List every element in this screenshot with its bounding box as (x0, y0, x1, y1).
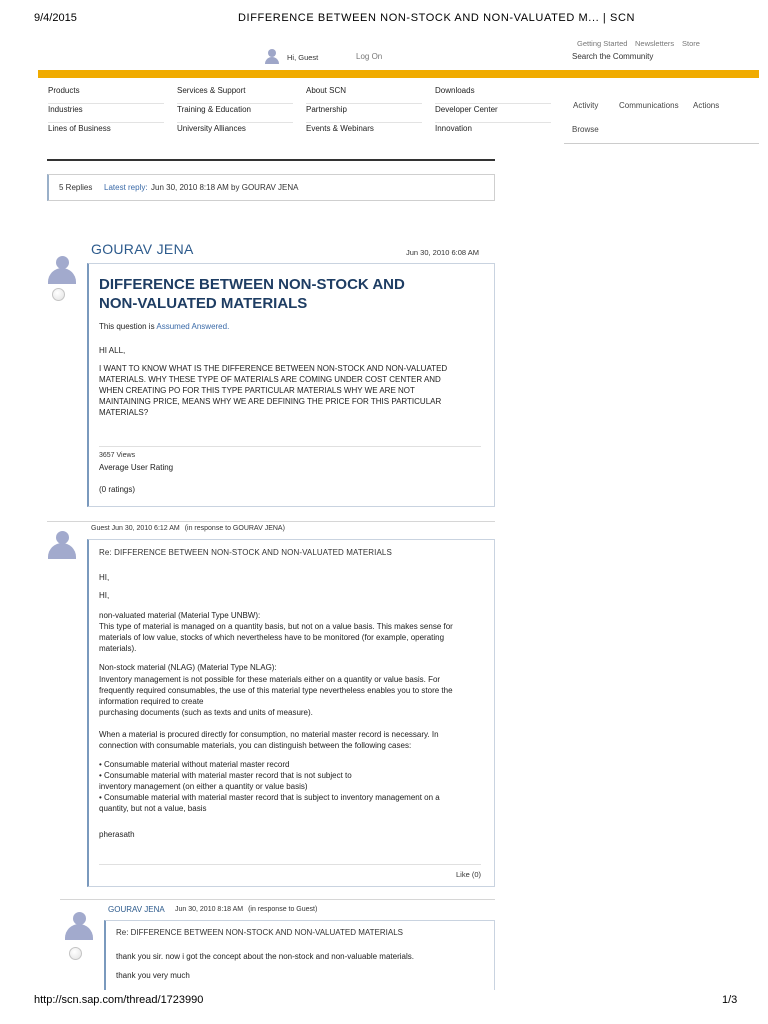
reply-1-box (87, 539, 495, 887)
nav-column-4 (435, 86, 551, 141)
actions-menu[interactable]: Actions (693, 101, 720, 110)
content-top-rule (47, 159, 495, 161)
question-title-line-1: DIFFERENCE BETWEEN NON-STOCK AND (99, 276, 405, 293)
reply-1-line: HI, (99, 573, 110, 582)
nav-column-3 (306, 86, 422, 141)
nav-lines-of-business[interactable]: Lines of Business (48, 124, 111, 133)
reply-1-author-date: Guest Jun 30, 2010 6:12 AM (91, 525, 180, 532)
search-community-input[interactable]: Search the Community (572, 52, 654, 61)
ratings-count: (0 ratings) (99, 485, 136, 494)
reply-1-line: • Consumable material with material master record that is subject to inventory management on a (99, 793, 440, 802)
nav-services-support[interactable]: Services & Support (177, 86, 246, 95)
reply-1-line: frequently required consumables, the use of this material type nevertheless enables you to store the (99, 686, 453, 695)
replies-count: 5 Replies (59, 183, 93, 192)
reply-2-author[interactable]: GOURAV JENA (108, 905, 165, 914)
question-author[interactable]: GOURAV JENA (91, 241, 194, 257)
getting-started-link[interactable]: Getting Started (577, 39, 628, 48)
reply-1-response-to: (in response to GOURAV JENA) (184, 525, 285, 532)
question-box (87, 263, 495, 507)
brand-bar (38, 70, 759, 78)
reply-1-line: information required to create (99, 697, 204, 706)
reply-1-line: This type of material is managed on a quantity basis, but not on a value basis. This makes sense for (99, 622, 453, 631)
nav-column-1 (48, 86, 164, 141)
question-body-line: MAINTAINING PRICE, MEANS WHY WE ARE DEFINING THE PRICE FOR THIS PARTICULAR (99, 397, 442, 406)
nav-column-2 (177, 86, 293, 141)
reply-1-line: inventory management (on either a quantity or value basis) (99, 782, 308, 791)
print-date: 9/4/2015 (34, 12, 77, 24)
reply-2-box (104, 920, 495, 990)
views-count: 3657 Views (99, 452, 136, 459)
guest-user-icon (265, 49, 279, 64)
activity-menu[interactable]: Activity (573, 101, 599, 110)
reply-1-line: quantity, but not a value, basis (99, 804, 207, 813)
nav-partnership[interactable]: Partnership (306, 105, 347, 114)
nav-downloads[interactable]: Downloads (435, 86, 475, 95)
like-button[interactable]: Like (0) (456, 870, 482, 879)
rating-label: Average User Rating (99, 463, 174, 472)
reply-1-line: purchasing documents (such as texts and units of measure). (99, 708, 313, 717)
nav-innovation[interactable]: Innovation (435, 124, 472, 133)
nav-about-scn[interactable]: About SCN (306, 86, 347, 95)
reply-1-line: When a material is procured directly for consumption, no material master record is necessary. In (99, 730, 439, 739)
print-page-number: 1/3 (722, 994, 738, 1006)
reply-1-meta (91, 525, 285, 532)
reply-2-rule (60, 899, 495, 900)
nav-industries[interactable]: Industries (48, 105, 83, 114)
nav-training-education[interactable]: Training & Education (177, 105, 251, 114)
question-greeting: HI ALL, (99, 346, 126, 355)
communications-menu[interactable]: Communications (619, 101, 679, 110)
reply-2-meta (175, 906, 317, 913)
reply-1-line: materials). (99, 644, 137, 653)
log-on-link[interactable]: Log On (356, 52, 383, 61)
reply-1-signature: pherasath (99, 830, 135, 839)
reply-1-divider (99, 864, 481, 865)
reply-1-line: Non-stock material (NLAG) (Material Type NLAG): (99, 663, 277, 672)
print-url: http://scn.sap.com/thread/1723990 (34, 994, 204, 1006)
question-body (99, 363, 489, 418)
reply-2-status-icon (69, 947, 82, 960)
replies-bar (47, 174, 495, 201)
reply-1-line: Inventory management is not possible for these materials either on a quantity or value basis. For (99, 675, 441, 684)
nav-events-webinars[interactable]: Events & Webinars (306, 124, 374, 133)
question-body-line: WHEN CREATING PO FOR THIS TYPE PARTICULAR MATERIALS WHY WE ARE NOT (99, 386, 415, 395)
nav-developer-center[interactable]: Developer Center (435, 105, 498, 114)
question-author-avatar[interactable] (48, 256, 76, 284)
reply-1-line: materials of low value, stocks of which nevertheless have to be monitored (for example, operating (99, 633, 445, 642)
reply-2-line: thank you sir. now i got the concept about the non-stock and non-valuable materials. (116, 952, 414, 961)
reply-1-line: HI, (99, 591, 110, 600)
question-status (99, 321, 229, 332)
nav-products[interactable]: Products (48, 86, 80, 95)
reply-1-line: connection with consumable materials, you can distinguish between the following cases: (99, 741, 412, 750)
nav-divider (564, 143, 759, 144)
question-body-line: I WANT TO KNOW WHAT IS THE DIFFERENCE BETWEEN NON-STOCK AND NON-VALUATED (99, 364, 448, 373)
reply-1-avatar[interactable] (48, 531, 76, 559)
print-page-title: DIFFERENCE BETWEEN NON-STOCK AND NON-VALUATED M... | SCN (238, 12, 636, 24)
reply-2-date: Jun 30, 2010 8:18 AM (175, 906, 244, 913)
question-body-line: MATERIALS. WHY THESE TYPE OF MATERIALS ARE COMING UNDER COST CENTER AND (99, 375, 441, 384)
reply-2-line: thank you very much (116, 971, 190, 980)
reply-2-response-to: (in response to Guest) (248, 906, 318, 913)
status-prefix: This question is (99, 322, 155, 331)
reply-1-line: • Consumable material without material master record (99, 760, 290, 769)
assumed-answered-link[interactable]: Assumed Answered. (156, 322, 230, 331)
reply-1-line: • Consumable material with material master record that is not subject to (99, 771, 352, 780)
question-divider (99, 446, 481, 447)
browse-menu[interactable]: Browse (572, 125, 599, 134)
reply-1-title: Re: DIFFERENCE BETWEEN NON-STOCK AND NON-VALUATED MATERIALS (99, 548, 392, 557)
question-body-line: MATERIALS? (99, 408, 149, 417)
online-status-icon (52, 288, 65, 301)
latest-reply-info: Jun 30, 2010 8:18 AM by GOURAV JENA (151, 183, 299, 192)
reply-1-rule (47, 521, 495, 522)
store-link[interactable]: Store (682, 39, 700, 48)
reply-1-line: non-valuated material (Material Type UNBW): (99, 611, 261, 620)
question-title-line-2: NON-VALUATED MATERIALS (99, 295, 308, 312)
reply-2-title: Re: DIFFERENCE BETWEEN NON-STOCK AND NON-VALUATED MATERIALS (116, 928, 403, 937)
reply-2-avatar[interactable] (65, 912, 93, 940)
latest-reply-link[interactable]: Latest reply: (104, 183, 148, 192)
nav-university-alliances[interactable]: University Alliances (177, 124, 246, 133)
newsletters-link[interactable]: Newsletters (635, 39, 675, 48)
greeting-text: Hi, Guest (287, 53, 319, 62)
question-date: Jun 30, 2010 6:08 AM (406, 248, 479, 257)
